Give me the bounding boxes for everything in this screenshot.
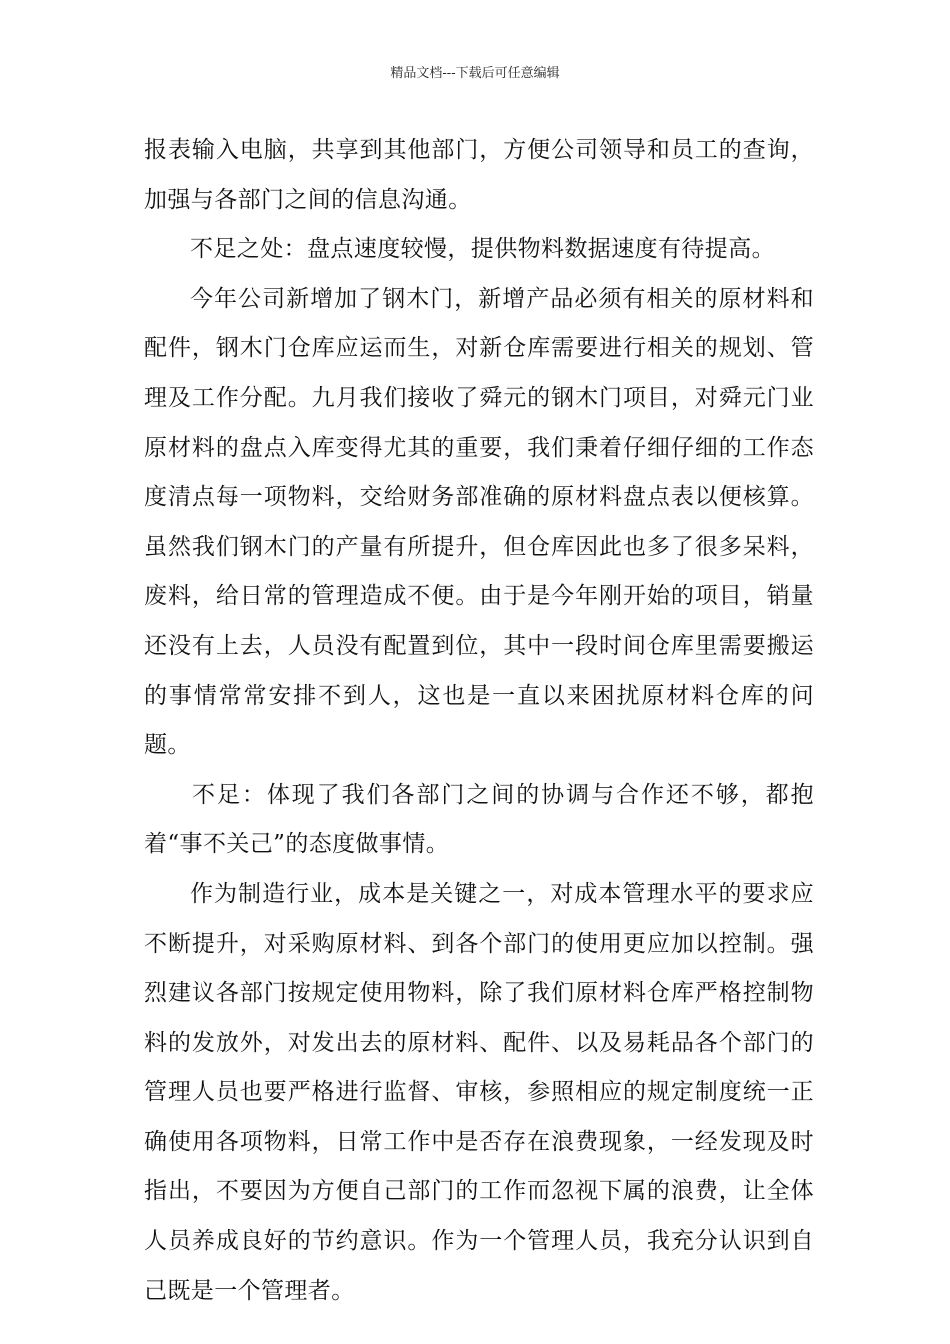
document-body: [144, 126, 814, 1316]
paragraph-3: 今年公司新增加了钢木门，新增产品必须有相关的原材料和配件，钢木门仓库应运而生，对新仓库需要进行相关的规划、管理及工作分配。九月我们接收了舜元的钢木门项目，对舜元门业原材料的盘点入库变得尤其的重要，我们秉着仔细仔细的工作态度清点每一项物料，交给财务部准确的原材料盘点表以便核算。虽然我们钢木门的产量有所提升，但仓库因此也多了很多呆料，废料，给日常的管理造成不便。由于是今年刚开始的项目，销量还没有上去，人员没有配置到位，其中一段时间仓库里需要搬运的事情常常安排不到人，这也是一直以来困扰原材料仓库的问题。: [144, 285, 814, 759]
paragraph-5: 作为制造行业，成本是关键之一，对成本管理水平的要求应不断提升，对采购原材料、到各个部门的使用更应加以控制。强烈建议各部门按规定使用物料，除了我们原材料仓库严格控制物料的发放外，对发出去的原材料、配件、以及易耗品各个部门的管理人员也要严格进行监督、审核，参照相应的规定制度统一正确使用各项物料，日常工作中是否存在浪费现象，一经发现及时指出，不要因为方便自己部门的工作而忽视下属的浪费，让全体人员养成良好的节约意识。作为一个管理人员，我充分认识到自己既是一个管理者。: [144, 880, 814, 1304]
page-header: 精品文档---下载后可任意编辑: [390, 66, 560, 81]
paragraph-4: 不足：体现了我们各部门之间的协调与合作还不够，都抱着“事不关己”的态度做事情。: [144, 781, 814, 858]
paragraph-2: 不足之处：盘点速度较慢，提供物料数据速度有待提高。: [190, 236, 775, 263]
paragraph-1: 报表输入电脑，共享到其他部门，方便公司领导和员工的查询，加强与各部门之间的信息沟通。: [144, 137, 814, 213]
